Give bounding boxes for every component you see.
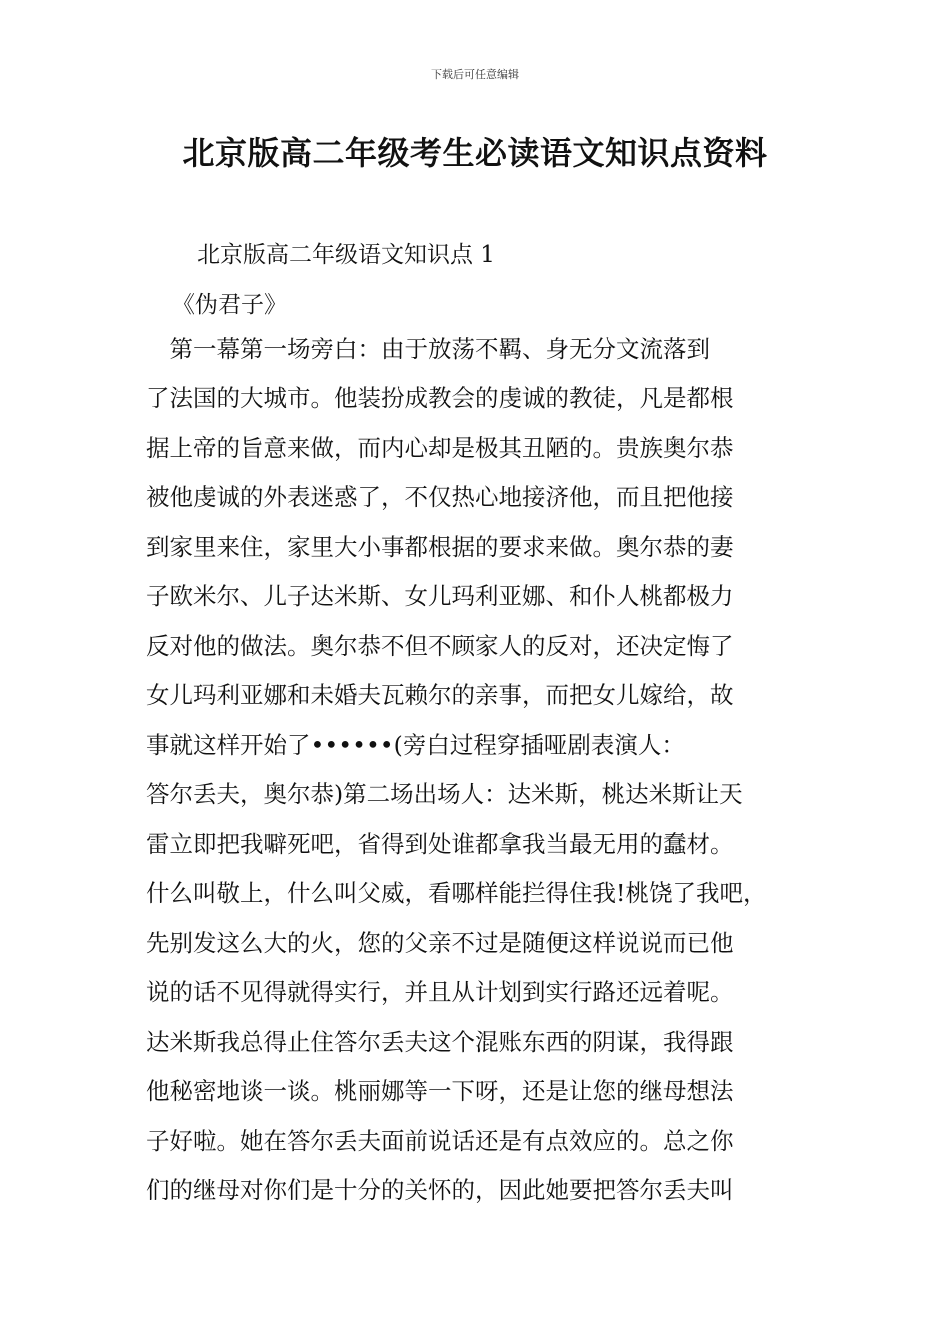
body-line: 达米斯我总得止住答尔丢夫这个混账东西的阴谋，我得跟 [146,1028,734,1056]
body-line: 到家里来住，家里大小事都根据的要求来做。奥尔恭的妻 [146,533,734,561]
body-line: 答尔丢夫，奥尔恭)第二场出场人：达米斯，桃达米斯让天 [146,780,743,808]
header-note: 下载后可任意编辑 [431,68,519,81]
body-line: 据上帝的旨意来做，而内心却是极其丑陋的。贵族奥尔恭 [146,434,734,462]
document-title: 北京版高二年级考生必读语文知识点资料 [182,134,768,172]
body-line: 们的继母对你们是十分的关怀的，因此她要把答尔丢夫叫 [146,1176,734,1204]
body-line: 第一幕第一场旁白：由于放荡不羁、身无分文流落到 [146,335,710,363]
body-line: 了法国的大城市。他装扮成教会的虔诚的教徒，凡是都根 [146,384,734,412]
body-line: 子欧米尔、儿子达米斯、女儿玛利亚娜、和仆人桃都极力 [146,582,734,610]
body-line: 雷立即把我噼死吧，省得到处谁都拿我当最无用的蠢材。 [146,830,734,858]
body-line: 事就这样开始了••••••(旁白过程穿插哑剧表演人： [146,731,685,759]
body-line: 说的话不见得就得实行，并且从计划到实行路还远着呢。 [146,978,734,1006]
body-line: 他秘密地谈一谈。桃丽娜等一下呀，还是让您的继母想法 [146,1077,734,1105]
body-line: 先别发这么大的火，您的父亲不过是随便这样说说而已他 [146,929,734,957]
body-line: 什么叫敬上，什么叫父威，看哪样能拦得住我!桃饶了我吧， [146,879,767,907]
section-heading: 北京版高二年级语文知识点 1 [197,242,495,268]
body-line: 反对他的做法。奥尔恭不但不顾家人的反对，还决定悔了 [146,632,734,660]
body-line: 被他虔诚的外表迷惑了，不仅热心地接济他，而且把他接 [146,483,734,511]
body-line: 子好啦。她在答尔丢夫面前说话还是有点效应的。总之你 [146,1127,734,1155]
work-title: 《伪君子》 [172,292,287,318]
body-line: 女儿玛利亚娜和未婚夫瓦赖尔的亲事，而把女儿嫁给，故 [146,681,734,709]
